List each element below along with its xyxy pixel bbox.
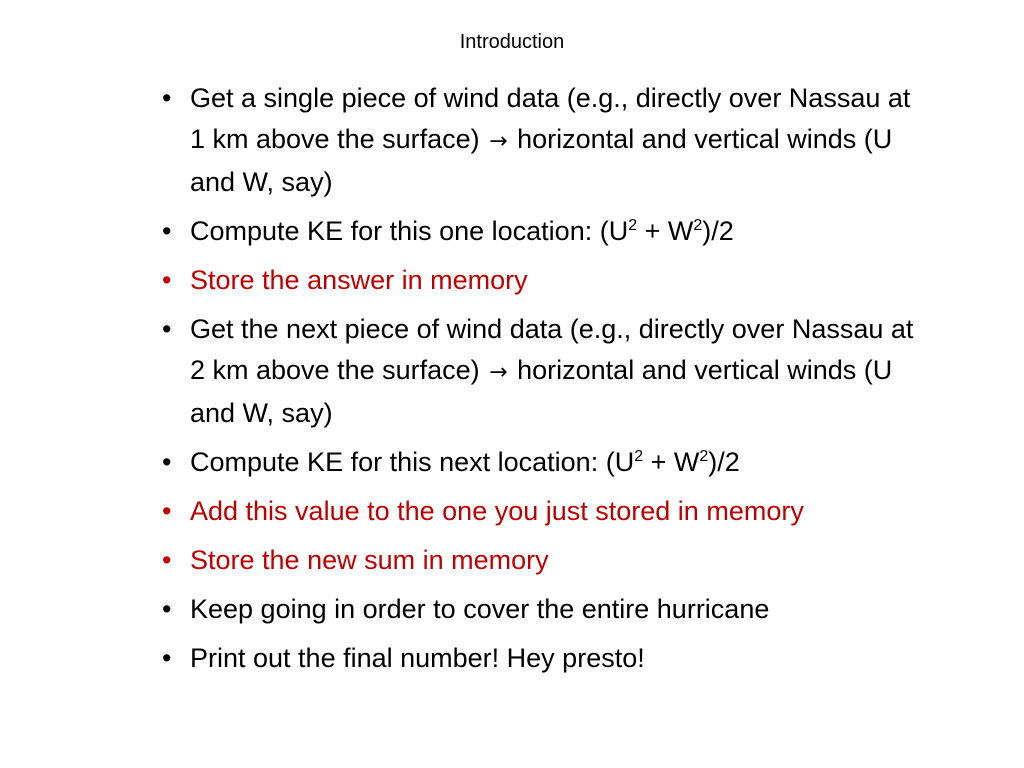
bullet-item (162, 442, 932, 483)
bullet-text: + W (637, 216, 694, 246)
bullet-text: Get a single piece of wind data (e.g., directly over Nassau at 1 km above the surface) (190, 83, 911, 154)
bullet-text: )/2 (702, 216, 734, 246)
right-arrow-icon: → (489, 359, 508, 385)
bullet-list (162, 78, 932, 687)
bullet-item (162, 491, 932, 532)
bullet-item (162, 211, 932, 252)
right-arrow-icon: → (489, 128, 508, 154)
superscript: 2 (693, 217, 703, 234)
bullet-item (162, 638, 932, 679)
superscript: 2 (634, 448, 644, 465)
bullet-text: horizontal and vertical winds (U and W, say) (190, 123, 893, 197)
slide-title: Introduction (459, 31, 565, 53)
bullet-dot-icon: • (162, 83, 172, 113)
bullet-dot-icon: • (162, 314, 172, 344)
bullet-dot-icon: • (162, 545, 172, 575)
bullet-dot-icon: • (162, 216, 172, 246)
bullet-text: Store the new sum in memory (190, 545, 549, 575)
bullet-item (162, 260, 932, 301)
bullet-text: Compute KE for this next location: (U (190, 447, 635, 477)
bullet-dot-icon: • (162, 265, 172, 295)
bullet-item (162, 589, 932, 630)
bullet-item (162, 78, 932, 203)
bullet-text: Add this value to the one you just stored in memory (190, 496, 804, 526)
superscript: 2 (628, 217, 638, 234)
bullet-item (162, 540, 932, 581)
bullet-text: + W (643, 447, 700, 477)
bullet-text: Store the answer in memory (190, 265, 528, 295)
bullet-dot-icon: • (162, 496, 172, 526)
bullet-text: Print out the final number! Hey presto! (190, 643, 645, 673)
bullet-text: Get the next piece of wind data (e.g., directly over Nassau at 2 km above the surface) (190, 314, 914, 385)
superscript: 2 (699, 448, 709, 465)
bullet-item (162, 309, 932, 434)
bullet-dot-icon: • (162, 447, 172, 477)
bullet-text: Compute KE for this one location: (U (190, 216, 629, 246)
bullet-dot-icon: • (162, 594, 172, 624)
bullet-text: )/2 (708, 447, 740, 477)
bullet-text: Keep going in order to cover the entire hurricane (190, 594, 770, 624)
bullet-text: horizontal and vertical winds (U and W, say) (190, 354, 893, 428)
bullet-dot-icon: • (162, 643, 172, 673)
